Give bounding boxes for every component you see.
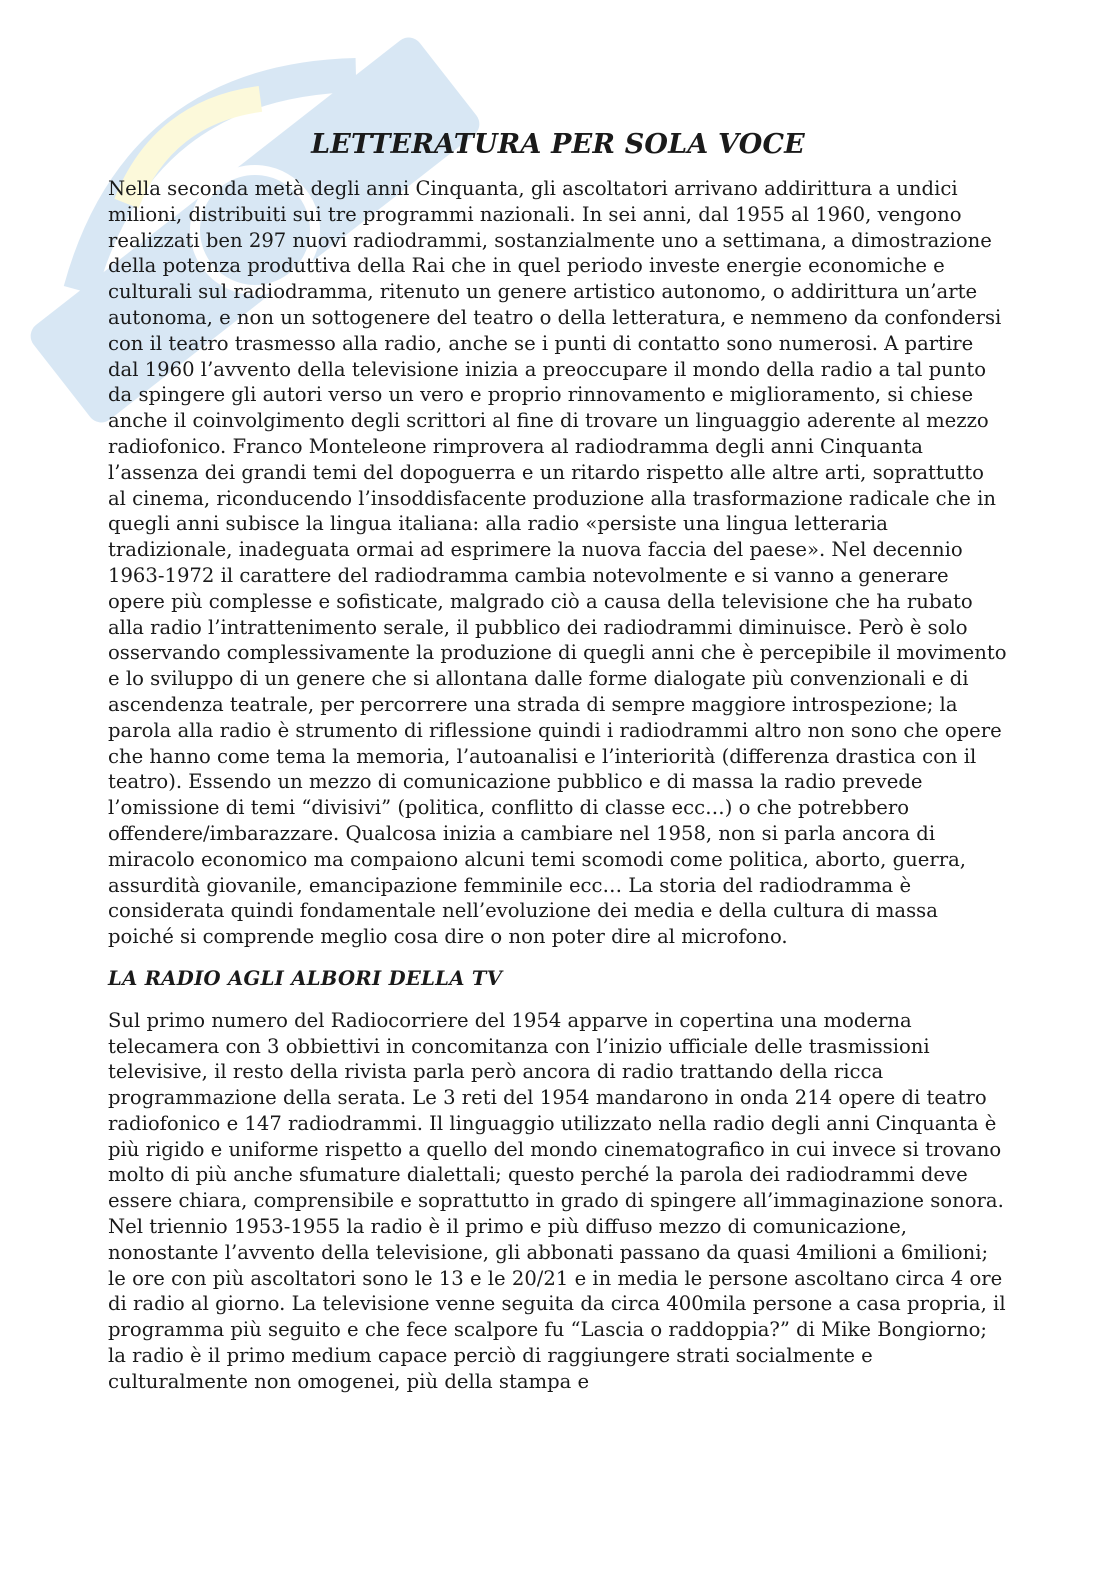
paragraph-intro: Nella seconda metà degli anni Cinquanta, gli ascoltatori arrivano addirittura a undici milioni, distribuiti sui tre programmi nazionali. In sei anni, dal 1955 al 1960, vengono realizzati ben 297 nuovi radiodrammi, sostanzialmente uno a settimana, a dimostrazione della potenza produttiva della Rai che in quel periodo investe energie economiche e culturali sul radiodramma, ritenuto un genere artistico autonomo, o addirittura un’arte autonoma, e non un sottogenere del teatro o della letteratura, e nemmeno da confondersi con il teatro trasmesso alla radio, anche se i punti di contatto sono numerosi. A partire dal 1960 l’avvento della televisione inizia a preoccupare il mondo della radio a tal punto da spingere gli autori verso un vero e proprio rinnovamento e miglioramento, si chiese anche il coinvolgimento degli scrittori al fine di trovare un linguaggio aderente al mezzo radiofonico. Franco Monteleone rimprovera al radiodramma degli anni Cinquanta l’assenza dei grandi temi del dopoguerra e un ritardo rispetto alle altre arti, soprattutto al cinema, riconducendo l’insoddisfacente produzione alla trasformazione radicale che in quegli anni subisce la lingua italiana: alla radio «persiste una lingua letteraria tradizionale, inadeguata ormai ad esprimere la nuova faccia del paese». Nel decennio 1963-1972 il carattere del radiodramma cambia notevolmente e si vanno a generare opere più complesse e sofisticate, malgrado ciò a causa della televisione che ha rubato alla radio l’intrattenimento serale, il pubblico dei radiodrammi diminuisce. Però è solo osservando complessivamente la produzione di quegli anni che è percepibile il movimento e lo sviluppo di un genere che si allontana dalle forme dialogate più convenzionali e di ascendenza teatrale, per percorrere una strada di sempre maggiore introspezione; la parola alla radio è strumento di riflessione quindi i radiodrammi altro non sono che opere che hanno come tema la memoria, l’autoanalisi e l’interiorità (differenza drastica con il teatro). Essendo un mezzo di comunicazione pubblico e di massa la radio prevede l’omissione di temi “divisivi” (politica, conflitto di classe ecc…) o che potrebbero offendere/imbarazzare. Qualcosa inizia a cambiare nel 1958, non si parla ancora di miracolo economico ma compaiono alcuni temi scomodi come politica, aborto, guerra, assurdità giovanile, emancipazione femminile ecc… La storia del radiodramma è considerata quindi fondamentale nell’evoluzione dei media e della cultura di massa poiché si comprende meglio cosa dire o non poter dire al microfono.: [108, 177, 1007, 949]
document-title: LETTERATURA PER SOLA VOCE: [311, 129, 805, 160]
section-heading: LA RADIO AGLI ALBORI DELLA TV: [108, 966, 503, 990]
document-page: [108, 128, 1008, 1395]
paragraph-radio-tv: Sul primo numero del Radiocorriere del 1954 apparve in copertina una moderna telecamera con 3 obbiettivi in concomitanza con l’inizio ufficiale delle trasmissioni televisive, il resto della rivista parla però ancora di radio trattando della ricca programmazione della serata. Le 3 reti del 1954 mandarono in onda 214 opere di teatro radiofonico e 147 radiodrammi. Il linguaggio utilizzato nella radio degli anni Cinquanta è più rigido e uniforme rispetto a quello del mondo cinematografico in cui invece si trovano molto di più anche sfumature dialettali; questo perché la parola dei radiodrammi deve essere chiara, comprensibile e soprattutto in grado di spingere all’immaginazione sonora. Nel triennio 1953-1955 la radio è il primo e più diffuso mezzo di comunicazione, nonostante l’avvento della televisione, gli abbonati passano da quasi 4milioni a 6milioni; le ore con più ascoltatori sono le 13 e le 20/21 e in media le persone ascoltano circa 4 ore di radio al giorno. La televisione venne seguita da circa 400mila persone a casa propria, il programma più seguito e che fece scalpore fu “Lascia o raddoppia?” di Mike Bongiorno; la radio è il primo medium capace perciò di raggiungere strati socialmente e culturalmente non omogenei, più della stampa e: [108, 1008, 1006, 1393]
